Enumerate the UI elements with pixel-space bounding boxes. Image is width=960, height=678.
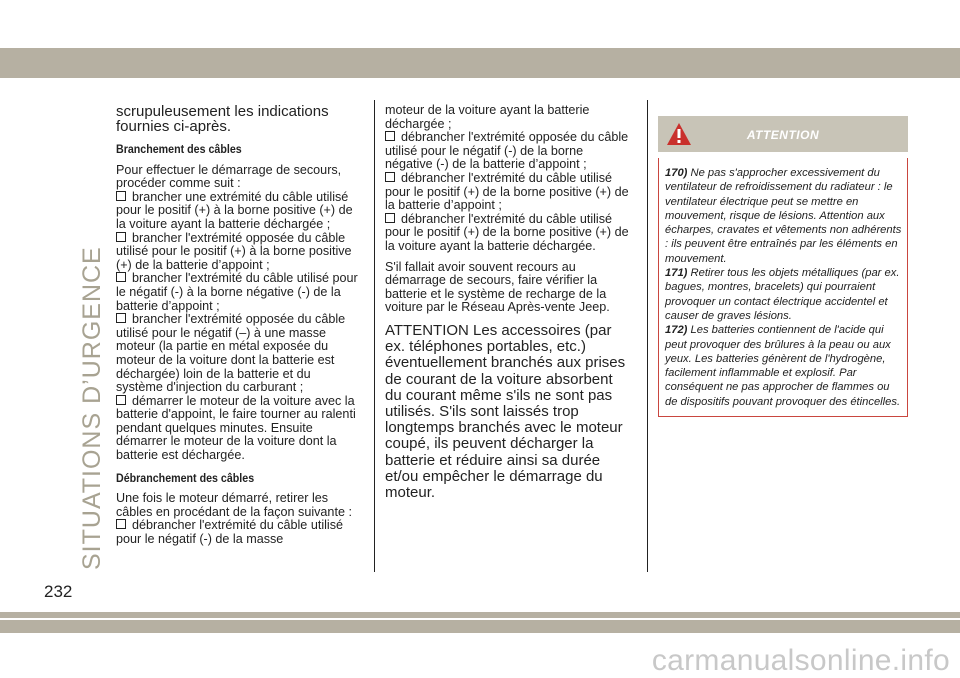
checkbox-bullet-icon: [385, 131, 395, 141]
checkbox-bullet-icon: [385, 172, 395, 182]
intro-text: Pour effectuer le démarrage de secours, procéder comme suit :: [116, 162, 342, 191]
intro-text-2: Une fois le moteur démarré, retirer les câbles en procédant de la façon suivante :: [116, 491, 352, 519]
list-item: brancher l'extrémité opposée du câble utilisé pour le négatif (–) à une masse moteur (la partie en métal exposée du moteur de la voiture dont la batterie est déchargée) loin de la batterie et du système d'injection du carburant ;: [116, 312, 346, 395]
list-item: débrancher l'extrémité opposée du câble utilisé pour le négatif (-) de la borne négative (-) de la batterie d’appoint ;: [385, 130, 629, 172]
checkbox-bullet-icon: [116, 272, 126, 282]
heading-debranchement: Débranchement des câbles: [116, 471, 255, 485]
warning-item: 170) Ne pas s'approcher excessivement du ventilateur de refroidissement du radiateur : le ventilateur électrique peut se mettre en mouvement, risque de lésions. Attention aux écharpes, cravates et vêtements non adhérents : ils peuvent être entraînés par les éléments en mouvement.: [665, 167, 902, 265]
list-item: brancher l'extrémité du câble utilisé pour le négatif (-) à la borne négative (-) de la batterie d’appoint ;: [116, 271, 358, 313]
continued-text: moteur de la voiture ayant la batterie déchargée ;: [385, 103, 590, 131]
warning-item: 171) Retirer tous les objets métalliques (par ex. bagues, montres, bracelets) qui pourraient provoquer un contact électrique accidentel et causer de graves lésions.: [665, 267, 900, 322]
column-divider: [647, 100, 648, 572]
bottom-band-thick: [0, 620, 960, 633]
attention-paragraph: ATTENTION Les accessoires (par ex. téléphones portables, etc.) éventuellement branchés aux prises de courant de la voiture absorbent du courant même s'ils ne sont pas utilisés. S'ils sont laissés trop longtemps branchés avec le moteur coupé, ils peuvent décharger la batterie et réduire ainsi sa durée et/ou empêcher le démarrage du moteur.: [385, 321, 626, 501]
list-item: débrancher l'extrémité du câble utilisé pour le négatif (-) de la masse: [116, 518, 344, 547]
service-paragraph: S'il fallait avoir souvent recours au démarrage de secours, faire vérifier la batterie et le système de recharge de la voiture par le Réseau Après-vente Jeep.: [385, 259, 610, 315]
column-left: [116, 104, 361, 547]
bottom-band: [0, 612, 960, 618]
warning-title: ATTENTION: [746, 128, 820, 142]
top-band: [0, 48, 960, 78]
list-item: débrancher l'extrémité du câble utilisé pour le positif (+) de la borne positive (+) de la voiture ayant la batterie déchargée.: [385, 211, 629, 253]
section-title: SITUATIONS D’URGENCE: [78, 246, 106, 570]
list-item: démarrer le moteur de la voiture avec la batterie d'appoint, le faire tourner au ralenti pendant quelques minutes. Ensuite démarrer le moteur de la voiture dont la batterie est déchargée.: [116, 393, 356, 463]
warning-body: [658, 158, 908, 417]
list-item: débrancher l'extrémité du câble utilisé pour le positif (+) de la borne positive (+) de la batterie d’appoint ;: [385, 170, 629, 213]
checkbox-bullet-icon: [116, 519, 126, 529]
checkbox-bullet-icon: [116, 232, 126, 242]
warning-item: 172) Les batteries contiennent de l'acide qui peut provoquer des brûlures à la peau ou aux yeux. Les batteries génèrent de l'hydrogène, facilement inflammable et explosif. Par conséquent ne pas approcher de flammes ou de dispositifs pouvant provoquer des étincelles.: [665, 324, 901, 408]
heading-branchement: Branchement des câbles: [116, 143, 242, 156]
warning-header: [658, 116, 908, 152]
list-item: brancher l'extrémité opposée du câble utilisé pour le positif (+) à la borne positive (+) de la batterie d’appoint ;: [116, 230, 352, 272]
column-middle: [385, 104, 633, 508]
watermark: carmanualsonline.info: [651, 644, 950, 677]
list-item: brancher une extrémité du câble utilisé pour le positif (+) à la borne positive (+) de la voiture ayant la batterie déchargée ;: [116, 189, 353, 231]
checkbox-bullet-icon: [385, 213, 395, 223]
checkbox-bullet-icon: [116, 395, 126, 405]
lead-text: scrupuleusement les indications fournies ci-après.: [116, 103, 329, 135]
section-sidebar: [58, 100, 106, 570]
page-number: 232: [44, 582, 73, 601]
warning-box: [658, 116, 908, 412]
checkbox-bullet-icon: [116, 313, 126, 323]
checkbox-bullet-icon: [116, 191, 126, 201]
column-divider: [374, 100, 375, 572]
